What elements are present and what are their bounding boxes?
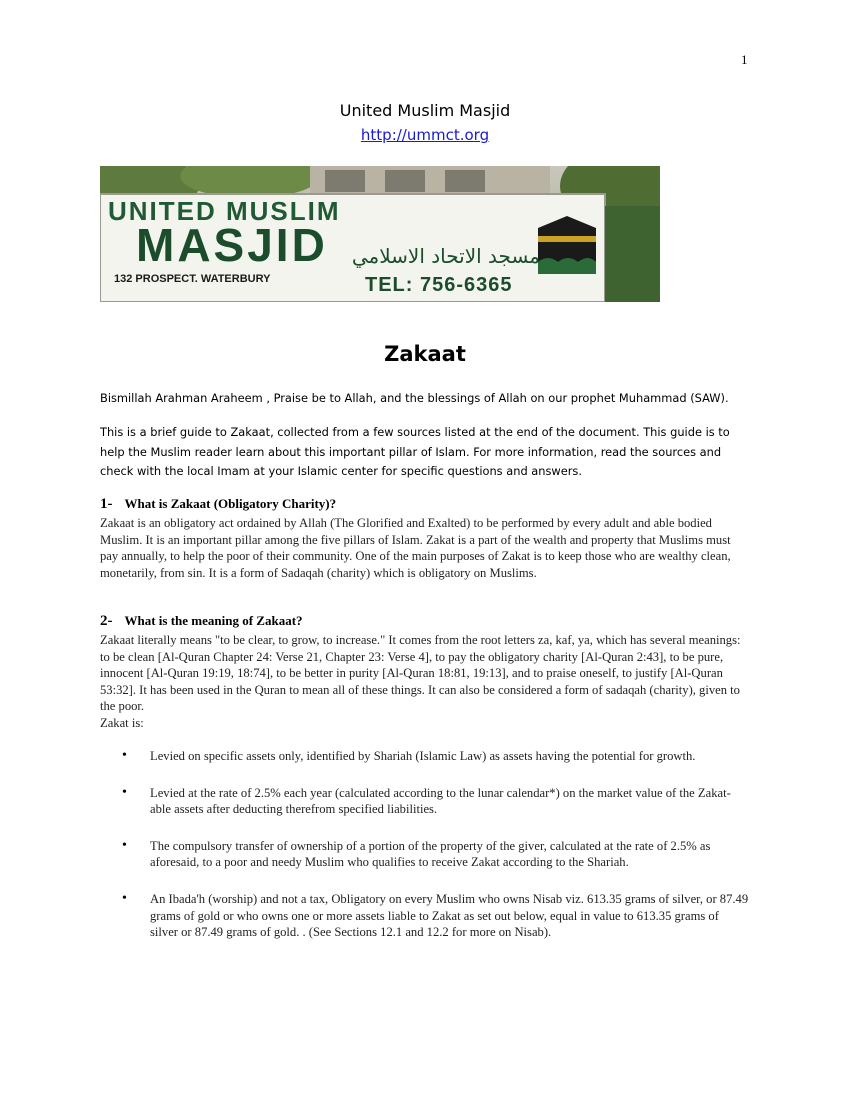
sign-address: 132 PROSPECT. WATERBURY — [114, 273, 271, 285]
list-item — [100, 785, 750, 818]
zakat-definition-list — [100, 748, 750, 941]
sign-line-2: MASJID — [136, 219, 328, 271]
document-title: Zakaat — [384, 342, 466, 366]
list-item — [100, 748, 750, 765]
section-2-body — [100, 632, 750, 732]
section-2-heading-text: What is the meaning of Zakaat? — [124, 613, 303, 628]
website-link[interactable]: http://ummct.org — [360, 126, 490, 144]
section-2-body-text: Zakaat literally means "to be clear, to grow, to increase." It comes from the root letters za, kaf, ya, which has several meanings: to be clean [Al-Quran Chapter 24: Verse 21, Chapter 23: Verse 4], to pay the obligatory charity [Al-Quran 2:43], to be pure, innocent [Al-Quran 19:19, 18:74], to be better in purity [Al-Quran 18:81, 19:13], and to praise oneself, to justify [Al-Quran 53:32]. It has been used in the Quran to mean all of these things. It can also be considered a form of sadaqah (charity), given to the poor. — [100, 633, 741, 714]
list-item — [100, 891, 750, 941]
sign-line-1: UNITED MUSLIM — [108, 196, 341, 226]
bullet-icon: • — [122, 784, 127, 800]
bullet-icon: • — [122, 748, 127, 763]
section-1-number: 1- — [100, 496, 113, 512]
page-number: 1 — [741, 52, 748, 67]
sign-arabic-label: مسجد الاتحاد الاسلامي — [351, 244, 540, 268]
list-item-text: The compulsory transfer of ownership of a portion of the property of the giver, calculated at the rate of 2.5% as aforesaid, to a poor and needy Muslim who qualifies to receive Zakat according to the Shariah. — [150, 838, 711, 870]
list-item-text: Levied on specific assets only, identified by Shariah (Islamic Law) as assets having the potential for growth. — [150, 749, 696, 763]
list-item-text: An Ibada'h (worship) and not a tax, Obligatory on every Muslim who owns Nisab viz. 613.35 grams of silver, or 87.49 grams of gold or who owns one or more assets liable to Zakat as set out below, equal in value to 613.35 grams of silver or 87.49 grams of gold. . (See Sections 12.1 and 12.2 for more on Nisab). — [150, 891, 749, 940]
intro-paragraph-2: This is a brief guide to Zakaat, collected from a few sources listed at the end of the document. This guide is to help the Muslim reader learn about this important pillar of Islam. For more information, read the sources and check with the local Imam at your Islamic center for specific questions and answers. — [100, 425, 730, 478]
website-link-container — [0, 126, 850, 144]
section-2-number: 2- — [100, 613, 113, 629]
sign-telephone: TEL: 756-6365 — [365, 274, 513, 296]
bullet-icon: • — [122, 837, 127, 853]
list-item-text: Levied at the rate of 2.5% each year (calculated according to the lunar calendar*) on the market value of the Zakat-able assets after deducting therefrom specified liabilities. — [150, 785, 731, 817]
document-header-title: United Muslim Masjid — [339, 101, 511, 120]
section-1-body: Zakaat is an obligatory act ordained by Allah (The Glorified and Exalted) to be performed by every adult and able bodied Muslim. It is an important pillar among the five pillars of Islam. Zakat is a part of the wealth and property that Muslims must pay annually, to help the poor of their community. One of the main purposes of Zakat is to keep those who are wealthy clean, monetarily, from sin. It is a form of Sadaqah (charity) which is obligatory on Muslims. — [100, 516, 731, 580]
list-item — [100, 838, 750, 871]
section-2-heading — [100, 613, 750, 630]
section-1-heading — [100, 496, 750, 513]
masjid-sign-photo — [100, 166, 660, 302]
section-2-list-intro: Zakat is: — [100, 715, 144, 730]
section-1-heading-text: What is Zakaat (Obligatory Charity)? — [124, 496, 337, 511]
bullet-icon: • — [122, 890, 127, 906]
sign-arabic-text — [110, 244, 570, 274]
intro-paragraph-1: Bismillah Arahman Araheem , Praise be to Allah, and the blessings of Allah on our prophet Muhammad (SAW). — [100, 391, 729, 405]
